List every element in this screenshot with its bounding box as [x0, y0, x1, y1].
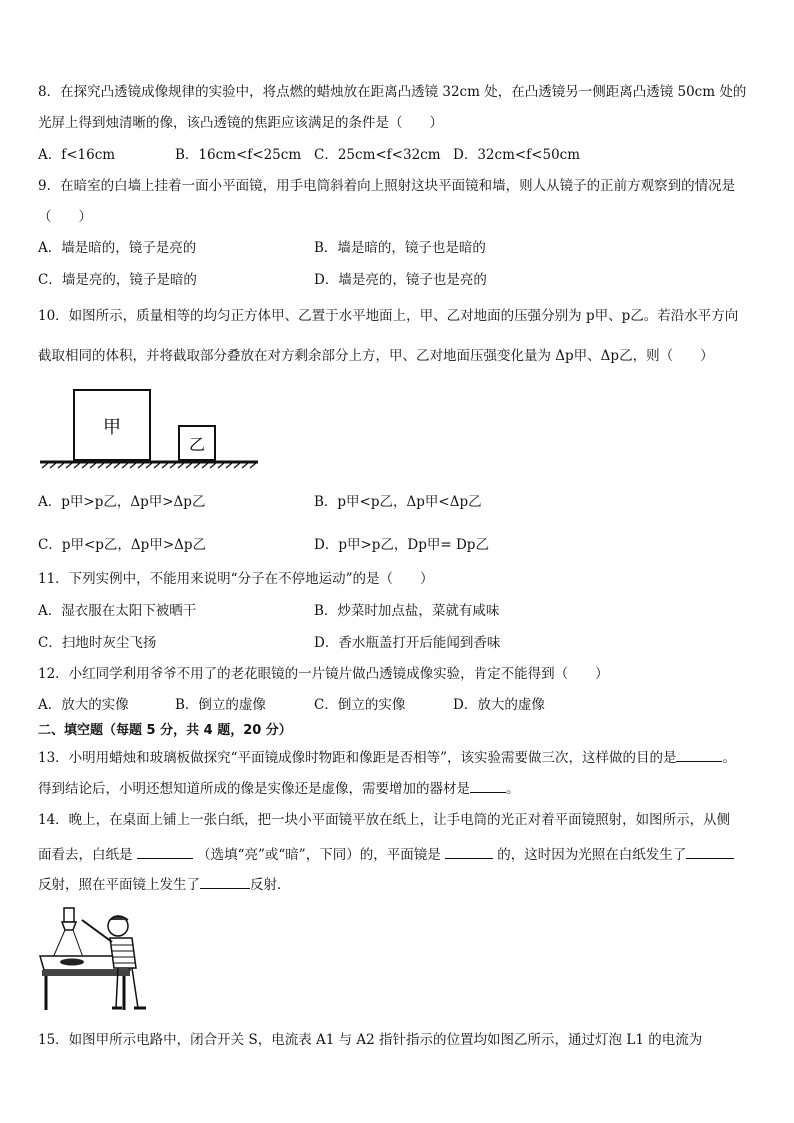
q12-line1: 12．小红同学利用爷爷不用了的老花眼镜的一片镜片做凸透镜成像实验，肯定不能得到（ ）: [38, 666, 609, 682]
q13-blank-2[interactable]: [470, 778, 506, 793]
q8-line2: 光屏上得到烛清晰的像，该凸透镜的焦距应该满足的条件是（ ）: [38, 115, 443, 131]
flashlight-icon: [62, 908, 76, 930]
q14-line3-part2: 反射．: [250, 877, 291, 893]
q11-option-b: B．炒菜时加点盐，菜就有咸味: [314, 603, 500, 619]
q11-line1: 11．下列实例中，不能用来说明“分子在不停地运动”的是（ ）: [38, 571, 434, 587]
q13-line1-text: 13．小明用蜡烛和玻璃板做探究“平面镜成像时物距和像距是否相等”，该实验需要做三次，这样做的目的是: [38, 750, 677, 766]
cube-yi-label: 乙: [188, 435, 206, 454]
q12-option-a: A．放大的实像: [38, 697, 129, 713]
q12-option-c: C．倒立的实像: [314, 697, 406, 713]
q8-line1: 8．在探究凸透镜成像规律的实验中，将点燃的蜡烛放在距离凸透镜 32cm 处，在凸透镜另一侧距离凸透镜 50cm 处的: [38, 84, 747, 100]
q10-option-a: A．p甲>p乙，Δp甲>Δp乙: [38, 494, 206, 510]
q9-option-c: C．墙是亮的，镜子是暗的: [38, 272, 197, 288]
q11-option-c: C．扫地时灰尘飞扬: [38, 635, 157, 651]
q9-option-b: B．墙是暗的，镜子也是暗的: [314, 240, 486, 256]
q8-option-b: B．16cm<f<25cm: [175, 147, 302, 163]
q14-line2-part1: 面看去，白纸是: [38, 847, 133, 863]
q13-line2-end: 。: [506, 781, 520, 797]
ground-hatch: [42, 463, 256, 468]
q14-line2-part3: 的，这时因为光照在白纸发生了: [497, 847, 687, 863]
q9-option-d: D．墙是亮的，镜子也是亮的: [314, 272, 487, 288]
q10-cubes-figure: [38, 386, 268, 472]
q13-line2-text: 得到结论后，小明还想知道所成的像是实像还是虚像，需要增加的器材是: [38, 781, 470, 797]
mirror-shape: [60, 959, 84, 966]
q14-blank-mirror-reflection[interactable]: [200, 874, 250, 889]
q8-option-d: D．32cm<f<50cm: [453, 147, 581, 163]
cube-jia-label: 甲: [103, 417, 121, 438]
q12-option-d: D．放大的虚像: [453, 697, 545, 713]
q14-blank-paper[interactable]: [137, 844, 193, 859]
q13-line1: [38, 747, 736, 768]
q11-option-a: A．湿衣服在太阳下被晒干: [38, 603, 197, 619]
q14-line3-part1: 反射，照在平面镜上发生了: [38, 877, 200, 893]
q14-line1: 14．晚上，在桌面上铺上一张白纸，把一块小平面镜平放在纸上，让手电筒的光正对着平面镜照射，如图所示，从侧: [38, 812, 731, 828]
q13-line1-end: 。: [722, 750, 736, 766]
q14-line2-part2: （选填“亮”或“暗”，下同）的，平面镜是: [197, 847, 441, 863]
q12-option-b: B．倒立的虚像: [175, 697, 266, 713]
q13-line2: [38, 778, 520, 799]
q8-option-a: A．f<16cm: [38, 147, 116, 163]
q9-option-a: A．墙是暗的，镜子是亮的: [38, 240, 197, 256]
q10-option-d: D．p甲>p乙，Dp甲= Dp乙: [314, 537, 489, 553]
q11-option-d: D．香水瓶盖打开后能闻到香味: [314, 635, 501, 651]
q9-line2: （ ）: [38, 209, 92, 225]
q9-line1: 9．在暗室的白墙上挂着一面小平面镜，用手电筒斜着向上照射这块平面镜和墙，则人从镜子的正前方观察到的情况是: [38, 178, 736, 194]
q14-blank-paper-reflection[interactable]: [686, 844, 734, 859]
table-front: [42, 970, 130, 976]
q13-blank-1[interactable]: [676, 747, 722, 762]
q10-line1: 10．如图所示，质量相等的均匀正方体甲、乙置于水平地面上，甲、乙对地面的压强分别为 p甲、p乙。若沿水平方向: [38, 308, 739, 324]
q15-line1: 15．如图甲所示电路中，闭合开关 S，电流表 A1 与 A2 指针指示的位置均如图乙所示，通过灯泡 L1 的电流为: [38, 1032, 703, 1048]
q8-option-c: C．25cm<f<32cm: [314, 147, 441, 163]
q14-line3: [38, 874, 291, 895]
q14-blank-mirror[interactable]: [445, 844, 493, 859]
q10-line2: 截取相同的体积，并将截取部分叠放在对方剩余部分上方，甲、乙对地面压强变化量为 Δp甲、Δp乙，则（ ）: [38, 348, 714, 364]
q14-line2: [38, 844, 734, 865]
q10-option-b: B．p甲<p乙，Δp甲<Δp乙: [314, 494, 482, 510]
q10-option-c: C．p甲<p乙，Δp甲>Δp乙: [38, 537, 207, 553]
q14-flashlight-illustration: [38, 904, 150, 1016]
section-fill-in-title: 二、填空题（每题 5 分，共 4 题，20 分）: [38, 723, 292, 738]
